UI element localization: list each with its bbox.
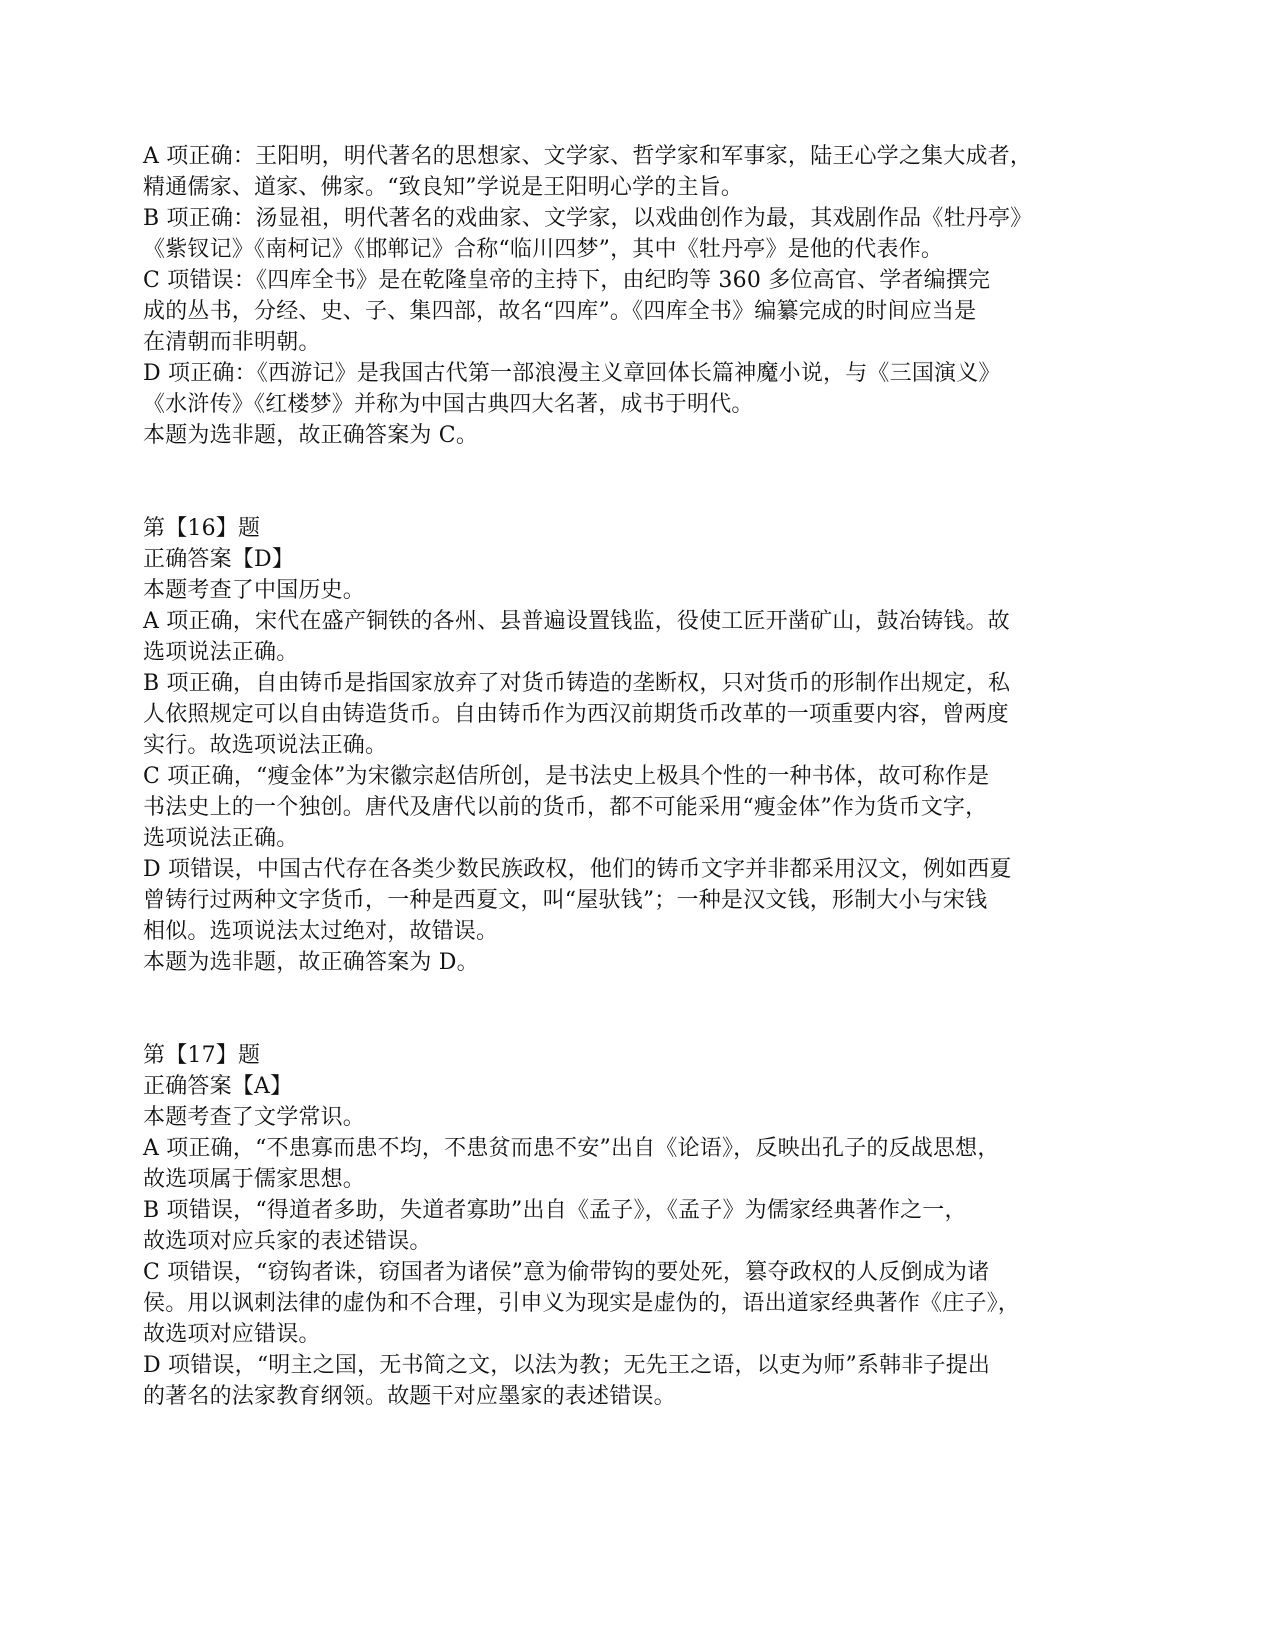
option-c-line-1: C 项错误，“窃钩者诛，窃国者为诸侯”意为偷带钩的要处死，篡夺政权的人反倒成为诸: [143, 1260, 990, 1285]
section-spacer: [143, 451, 1103, 513]
conclusion-line: 本题为选非题，故正确答案为 C。: [143, 423, 479, 448]
document-page: [143, 141, 1103, 1412]
option-a-line-1: A 项正确，“不患寡而患不均，不患贫而患不安”出自《论语》，反映出孔子的反战思想，: [143, 1136, 1000, 1161]
option-c-line-3: 在清朝而非明朝。: [143, 330, 321, 355]
option-d-line-1: D 项正确：《西游记》是我国古代第一部浪漫主义章回体长篇神魔小说，与《三国演义》: [143, 361, 1001, 386]
option-c-line-2: 成的丛书，分经、史、子、集四部，故名“四库”。《四库全书》编纂完成的时间应当是: [143, 299, 977, 324]
question-15-explanation-tail: [143, 141, 1103, 451]
option-a-line-1: A 项正确，宋代在盛产铜铁的各州、县普遍设置钱监，役使工匠开凿矿山，鼓冶铸钱。故: [143, 609, 1010, 634]
conclusion-line: 本题为选非题，故正确答案为 D。: [143, 950, 479, 975]
question-heading: 第【16】题: [143, 516, 261, 541]
option-c-line-2: 侯。用以讽刺法律的虚伪和不合理，引申义为现实是虚伪的，语出道家经典著作《庄子》，: [143, 1291, 1021, 1316]
option-b-line-1: B 项错误，“得道者多助，失道者寡助”出自《孟子》，《孟子》为儒家经典著作之一，: [143, 1198, 967, 1223]
correct-answer: 正确答案【D】: [143, 547, 295, 572]
question-16-explanation: [143, 513, 1103, 978]
option-b-line-2: 故选项对应兵家的表述错误。: [143, 1229, 432, 1254]
question-17-explanation: [143, 1040, 1103, 1412]
option-c-line-1: C 项正确，“瘦金体”为宋徽宗赵佶所创，是书法史上极具个性的一种书体，故可称作是: [143, 764, 990, 789]
option-b-line-2: 《紫钗记》《南柯记》《邯郸记》合称“临川四梦”，其中《牡丹亭》是他的代表作。: [143, 237, 944, 262]
option-c-line-3: 故选项对应错误。: [143, 1322, 321, 1347]
option-c-line-3: 选项说法正确。: [143, 826, 299, 851]
option-b-line-1: B 项正确：汤显祖，明代著名的戏曲家、文学家，以戏曲创作为最，其戏剧作品《牡丹亭》: [143, 206, 1033, 231]
correct-answer: 正确答案【A】: [143, 1074, 293, 1099]
option-d-line-2: 曾铸行过两种文字货币，一种是西夏文，叫“屋驮钱”；一种是汉文钱，形制大小与宋钱: [143, 888, 988, 913]
section-spacer: [143, 978, 1103, 1040]
option-d-line-2: 的著名的法家教育纲领。故题干对应墨家的表述错误。: [143, 1384, 676, 1409]
option-d-line-1: D 项错误，中国古代存在各类少数民族政权，他们的铸币文字并非都采用汉文，例如西夏: [143, 857, 1012, 882]
option-d-line-1: D 项错误，“明主之国，无书简之文，以法为教；无先王之语，以吏为师”系韩非子提出: [143, 1353, 991, 1378]
option-a-line-2: 选项说法正确。: [143, 640, 299, 665]
topic-line: 本题考查了中国历史。: [143, 578, 366, 603]
option-b-line-2: 人依照规定可以自由铸造货币。自由铸币作为西汉前期货币改革的一项重要内容，曾两度: [143, 702, 1009, 727]
option-c-line-1: C 项错误：《四库全书》是在乾隆皇帝的主持下，由纪昀等 360 多位高官、学者编撰完: [143, 268, 991, 293]
option-a-line-2: 故选项属于儒家思想。: [143, 1167, 366, 1192]
option-c-line-2: 书法史上的一个独创。唐代及唐代以前的货币，都不可能采用“瘦金体”作为货币文字，: [143, 795, 988, 820]
option-d-line-3: 相似。选项说法太过绝对，故错误。: [143, 919, 499, 944]
option-b-line-3: 实行。故选项说法正确。: [143, 733, 388, 758]
option-a-line-2: 精通儒家、道家、佛家。“致良知”学说是王阳明心学的主旨。: [143, 175, 744, 200]
question-heading: 第【17】题: [143, 1043, 261, 1068]
option-d-line-2: 《水浒传》《红楼梦》并称为中国古典四大名著，成书于明代。: [143, 392, 754, 417]
topic-line: 本题考查了文学常识。: [143, 1105, 366, 1130]
option-b-line-1: B 项正确，自由铸币是指国家放弃了对货币铸造的垄断权，只对货币的形制作出规定，私: [143, 671, 1011, 696]
option-a-line-1: A 项正确：王阳明，明代著名的思想家、文学家、哲学家和军事家，陆王心学之集大成者，: [143, 144, 1033, 169]
